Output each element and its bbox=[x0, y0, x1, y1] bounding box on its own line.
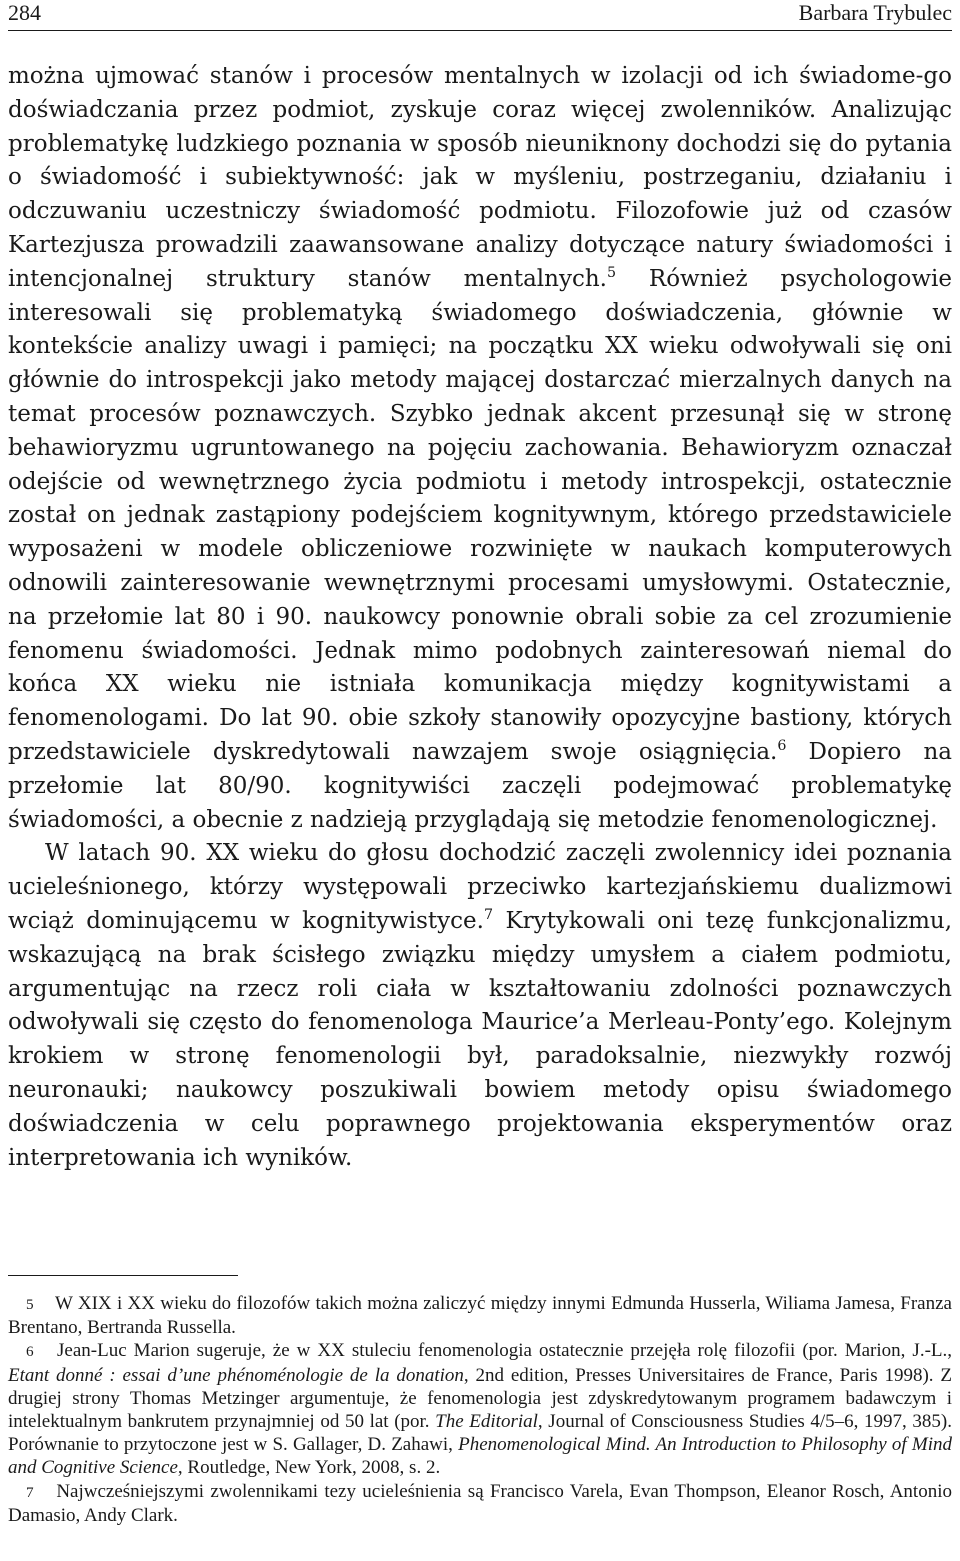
footnote-6-text-4: , Routledge, New York, 2008, s. 2. bbox=[177, 1457, 441, 1479]
footnote-6-text-3: , Journal of Consciousness Studies 4/5–6, 1997, 385). Porównanie to przytoczone jest w S. Gallager, D. Zahawi, bbox=[8, 1411, 952, 1456]
footnote-6-text-2: , 2nd edition, Presses Universitaires de France, Paris 1998). Z drugiej strony Thomas Metzinger argumentuje, że fenomenologia jest zdyskredytowanym programem badawczym i intelektualnym bankrutem przynajmniej od 50 lat (por. bbox=[8, 1364, 952, 1433]
paragraph-1-tail: Dopiero na przełomie lat 80/90. kognitywiści zaczęli podejmować problematykę świadomości, a obecnie z nadzieją przyglądają się metodzie fenomenologicznej. bbox=[8, 738, 952, 833]
running-header bbox=[8, 0, 952, 31]
footnote-5-number: 5 bbox=[26, 1296, 34, 1313]
footnote-7-number: 7 bbox=[26, 1483, 34, 1501]
footnote-6-title-3: Phenomenological Mind. An Introduction to Philosophy of Mind and Cognitive Science bbox=[8, 1434, 952, 1479]
page-number: 284 bbox=[8, 0, 41, 25]
footnote-6 bbox=[8, 1339, 952, 1479]
paragraph-2-tail: Krytykowali oni tezę funkcjonalizmu, wskazującą na brak ścisłego związku między umysłem a ciałem podmiotu, argumentując na rzecz roli ciała w kształtowaniu zdolności poznawczych odwoływali się często do fenomenologa Maurice’a Merleau-Ponty’ego. Kolejnym krokiem w stronę fenomenologii był, paradoksalnie, niezwykły rozwój neuronauki; naukowcy poszukiwali bowiem metody opisu świadomego doświadczenia w celu poprawnego projektowania eksperymentów oraz interpretowania ich wyników. bbox=[8, 907, 952, 1171]
footnote-6-text-1: Jean-Luc Marion sugeruje, że w XX stuleciu fenomenologia ostatecznie przejęła rolę filozofii (por. Marion, J.-L., bbox=[57, 1340, 953, 1362]
footnote-ref-6[interactable]: 6 bbox=[777, 738, 787, 755]
footnote-7-text: Najwcześniejszymi zwolennikami tezy ucieleśnienia są Francisco Varela, Evan Thompson, Eleanor Rosch, Antonio Damasio, Andy Clark. bbox=[8, 1480, 952, 1526]
footnote-7 bbox=[8, 1480, 952, 1527]
paragraph-2-lead: W latach 90. XX wieku do głosu dochodzić zaczęli zwolennicy idei poznania ucieleśnionego, którzy występowali przeciwko kartezjańskiemu dualizmowi wciąż dominującemu w kognitywistyce. bbox=[8, 840, 952, 934]
footnote-ref-5[interactable]: 5 bbox=[606, 264, 617, 281]
main-text bbox=[8, 60, 952, 1175]
paragraph-1-lead: można ujmować stanów i procesów mentalnych w izolacji od ich świadome-go doświadczania przez podmiot, zyskuje coraz więcej zwolenników. Analizując problematykę ludzkiego poznania w sposób nieuniknony dochodzi się do pytania o świadomość i subiektywność: jak w myśleniu, postrzeganiu, działaniu i odczuwaniu uczestniczy świadomość podmiotu. Filozofowie już od czasów Kartezjusza prowadzili zaawansowane analizy dotyczące natury świadomości i intencjonalnej struktury stanów mentalnych. bbox=[8, 63, 952, 292]
paragraph-1-middle: Również psychologowie interesowali się problematyką świadomego doświadczenia, głównie w kontekście analizy uwagi i pamięci; na początku XX wieku odwoływali się oni głównie do introspekcji jako metody mającej dostarczać mierzalnych danych na temat procesów poznawczych. Szybko jednak akcent przesunął się w stronę behawioryzmu ugruntowanego na pojęciu zachowania. Behawioryzm oznaczał odejście od wewnętrznego życia podmiotu i metody introspekcji, ostatecznie został on jednak zastąpiony podejściem kognitywnym, którego przedstawiciele wyposażeni w modele obliczeniowe rozwinięte w naukach komputerowych odnowili zainteresowanie wewnętrznymi procesami umysłowymi. Ostatecznie, na przełomie lat 80 i 90. naukowcy ponownie obrali sobie za cel zrozumienie fenomenu świadomości. Jednak mimo podobnych zainteresowań niemal do końca XX wieku nie istniała komunikacja między kognitywistami a fenomenologami. Do lat 90. obie szkoły stanowiły opozycyjne bastiony, których przedstawiciele dyskredytowali nawzajem swoje osiągnięcia. bbox=[8, 265, 952, 765]
footnote-ref-7[interactable]: 7 bbox=[483, 907, 494, 924]
paragraph-2 bbox=[8, 837, 952, 1175]
footnotes bbox=[8, 1292, 952, 1527]
footnote-separator bbox=[8, 1275, 238, 1276]
paragraph-1 bbox=[8, 60, 952, 837]
footnote-5 bbox=[8, 1292, 952, 1339]
running-head-author: Barbara Trybulec bbox=[798, 0, 952, 25]
footnote-5-text: W XIX i XX wieku do filozofów takich można zaliczyć między innymi Edmunda Husserla, Wiliama Jamesa, Franza Brentano, Bertranda Russella. bbox=[8, 1293, 952, 1339]
footnote-6-title-1: Etant donné : essai d’une phénoménologie de la donation bbox=[8, 1364, 464, 1386]
footnote-6-title-2: The Editorial bbox=[435, 1411, 538, 1433]
footnote-6-number: 6 bbox=[26, 1343, 34, 1361]
